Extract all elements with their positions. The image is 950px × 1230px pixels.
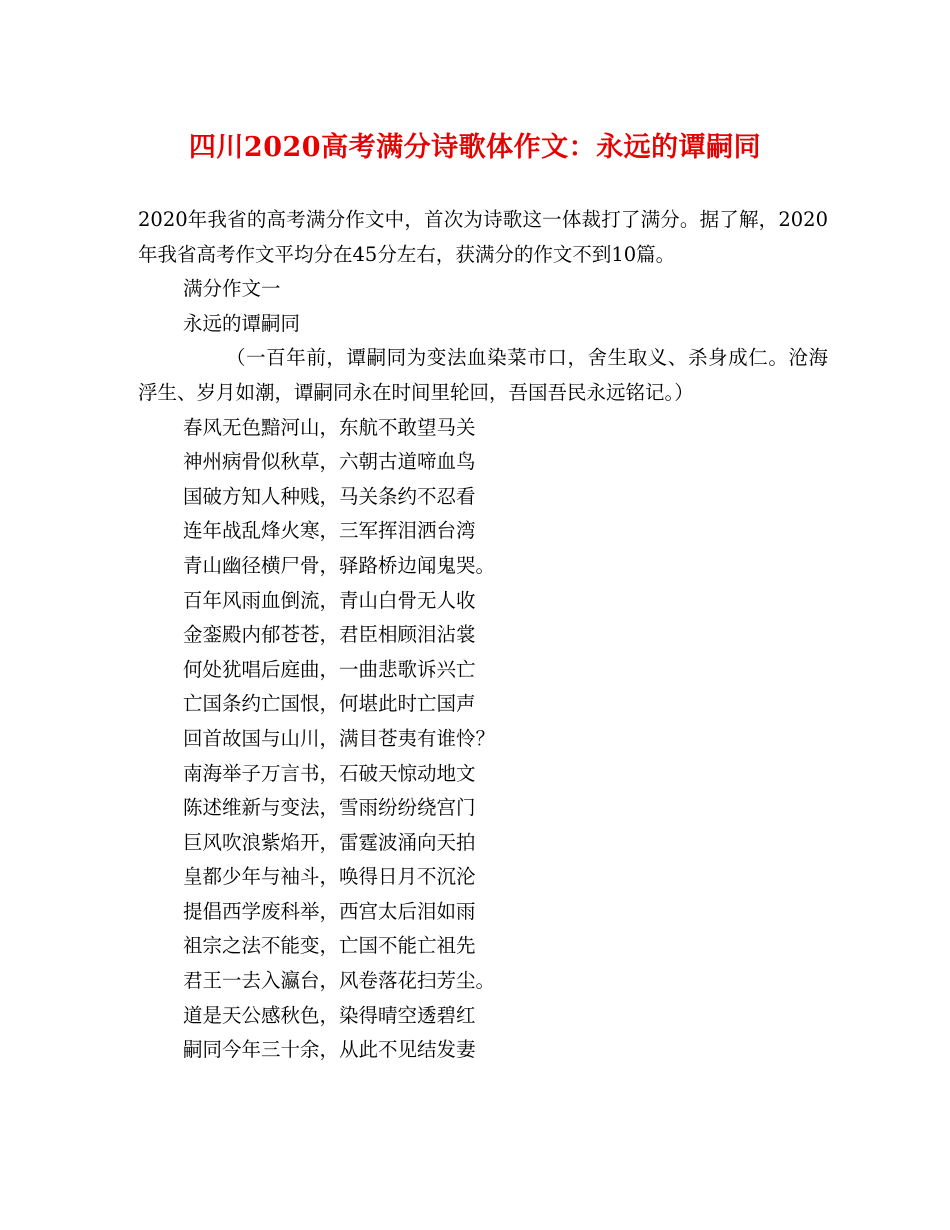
poem-line: 君王一去入瀛台，风卷落花扫芳尘。 bbox=[183, 969, 496, 993]
poem-line: 神州病骨似秋草，六朝古道啼血鸟 bbox=[183, 450, 476, 474]
document-body bbox=[138, 203, 828, 1068]
section-label: 满分作文一 bbox=[183, 277, 281, 301]
poem-line: 亡国条约亡国恨，何堪此时亡国声 bbox=[183, 692, 476, 716]
poem-line: 何处犹唱后庭曲，一曲悲歌诉兴亡 bbox=[183, 657, 476, 681]
poem-line: 国破方知人种贱，马关条约不忍看 bbox=[183, 484, 476, 508]
essay-note: （一百年前，谭嗣同为变法血染菜市口，舍生取义、杀身成仁。沧海浮生、岁月如潮，谭嗣同永在时间里轮回，吾国吾民永远铭记。） bbox=[138, 346, 828, 404]
poem bbox=[138, 411, 828, 1068]
poem-line: 春风无色黯河山，东航不敢望马关 bbox=[183, 415, 476, 439]
poem-line: 道是天公感秋色，染得晴空透碧红 bbox=[183, 1003, 476, 1027]
poem-line: 陈述维新与变法，雪雨纷纷绕宫门 bbox=[183, 796, 476, 820]
poem-line: 嗣同今年三十余，从此不见结发妻 bbox=[183, 1038, 476, 1062]
essay-title: 永远的谭嗣同 bbox=[183, 311, 301, 335]
poem-line: 青山幽径横尸骨，驿路桥边闻鬼哭。 bbox=[183, 553, 496, 577]
poem-line: 提倡西学废科举，西宫太后泪如雨 bbox=[183, 899, 476, 923]
poem-line: 金銮殿内郁苍苍，君臣相顾泪沾裳 bbox=[183, 623, 476, 647]
poem-line: 连年战乱烽火寒，三军挥泪洒台湾 bbox=[183, 519, 476, 543]
document-title: 四川2020高考满分诗歌体作文：永远的谭嗣同 bbox=[188, 132, 762, 163]
poem-line: 回首故国与山川，满目苍夷有谁怜？ bbox=[183, 726, 496, 750]
poem-line: 百年风雨血倒流，青山白骨无人收 bbox=[183, 588, 476, 612]
poem-line: 皇都少年与袖斗，唤得日月不沉沦 bbox=[183, 865, 476, 889]
intro-paragraph: 2020年我省的高考满分作文中，首次为诗歌这一体裁打了满分。据了解，2020年我省高考作文平均分在45分左右，获满分的作文不到10篇。 bbox=[138, 208, 828, 266]
poem-line: 巨风吹浪紫焰开，雷霆波涌向天拍 bbox=[183, 830, 476, 854]
poem-line: 南海举子万言书，石破天惊动地文 bbox=[183, 761, 476, 785]
poem-line: 祖宗之法不能变，亡国不能亡祖先 bbox=[183, 934, 476, 958]
